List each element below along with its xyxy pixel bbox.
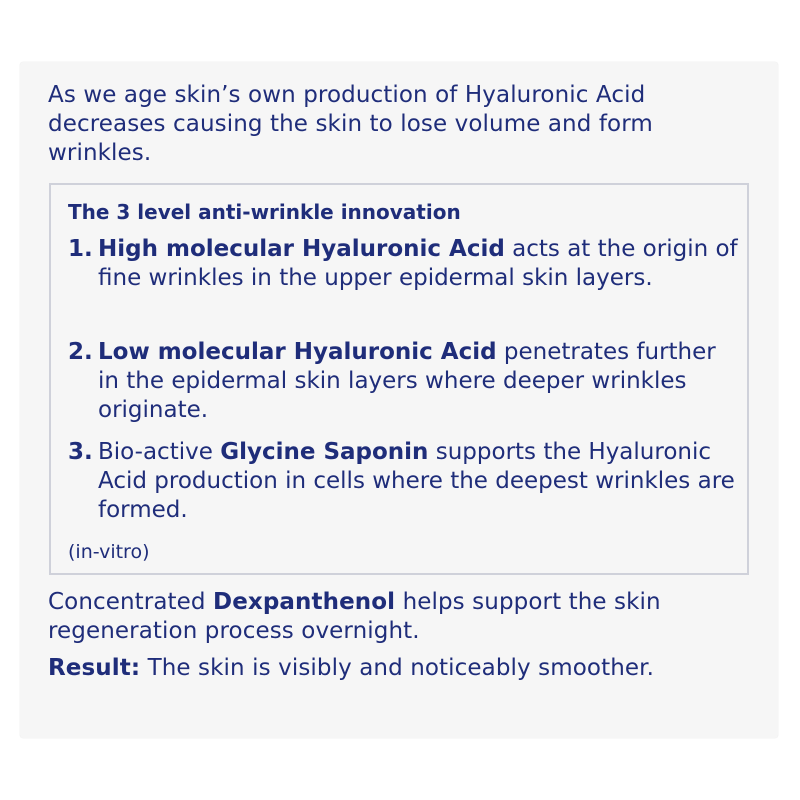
item-description: penetrates further in the epidermal skin layers where deeper wrinkles originate.: [98, 339, 716, 423]
item-description: acts at the origin of fine wrinkles in the upper epidermal skin layers.: [98, 236, 738, 291]
innovation-item-2: [68, 338, 738, 425]
result-label: Result:: [48, 655, 141, 681]
item-number: 3.: [68, 439, 93, 465]
item-number: 2.: [68, 339, 93, 365]
item-highlight: Glycine Saponin: [220, 439, 429, 465]
item-highlight: High molecular Hyaluronic Acid: [98, 236, 505, 262]
dexpanthenol-paragraph: [48, 588, 748, 646]
result-text: The skin is visibly and noticeably smoother.: [140, 655, 654, 681]
item-description: supports the Hyaluronic Acid production in cells where the deepest wrinkles are formed.: [98, 439, 735, 523]
innovation-item-3: [68, 438, 738, 525]
item-prefix: Bio-active: [98, 439, 221, 465]
innovation-item-1: [68, 235, 738, 293]
dex-highlight: Dexpanthenol: [213, 589, 396, 615]
dex-description: helps support the skin regeneration process overnight.: [48, 589, 661, 644]
dex-prefix: Concentrated: [48, 589, 214, 615]
intro-paragraph: As we age skin’s own production of Hyaluronic Acid decreases causing the skin to lose volume and form wrinkles.: [48, 82, 653, 166]
innovation-title: The 3 level anti-wrinkle innovation: [68, 200, 461, 224]
item-highlight: Low molecular Hyaluronic Acid: [98, 339, 497, 365]
result-paragraph: [48, 654, 748, 683]
in-vitro-note: (in-vitro): [68, 541, 150, 563]
item-number: 1.: [68, 236, 93, 262]
